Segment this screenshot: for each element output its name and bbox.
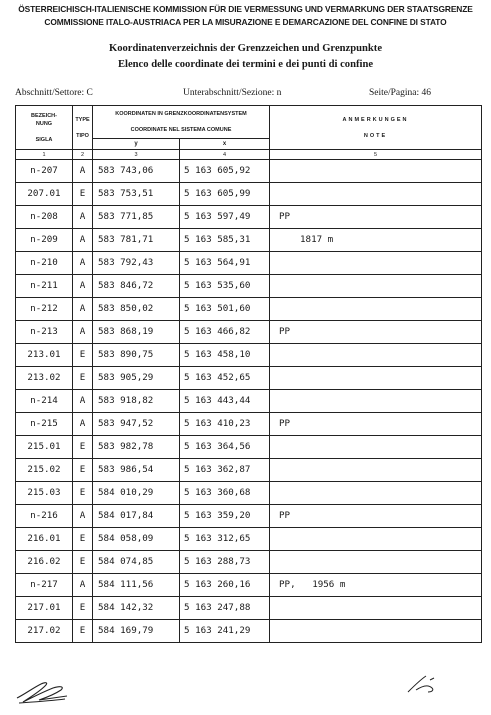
cell-x: 5 163 605,99 [180,183,270,206]
handwritten-signature [15,672,75,706]
cell-tipo: A [73,390,93,413]
column-number-1: 1 [16,150,73,160]
cell-y: 584 111,56 [93,574,180,597]
cell-tipo: A [73,206,93,229]
cell-note [270,298,482,321]
cell-y: 583 850,02 [93,298,180,321]
cell-sigla: 215.02 [16,459,73,482]
cell-note [270,160,482,183]
cell-sigla: 217.01 [16,597,73,620]
column-number-3: 3 [93,150,180,160]
cell-x: 5 163 364,56 [180,436,270,459]
table-row [16,482,482,505]
cell-note [270,459,482,482]
table-row [16,367,482,390]
cell-note [270,183,482,206]
cell-tipo: A [73,413,93,436]
table-row [16,505,482,528]
cell-sigla: 217.02 [16,620,73,643]
cell-tipo: A [73,505,93,528]
cell-tipo: E [73,482,93,505]
cell-x: 5 163 597,49 [180,206,270,229]
cell-y: 583 947,52 [93,413,180,436]
cell-y: 583 743,06 [93,160,180,183]
header-line-german: ÖSTERREICHISCH-ITALIENISCHE KOMMISSION FÜR DIE VERMESSUNG UND VERMARKUNG DER STAATSGRENZE [18,4,473,14]
cell-x: 5 163 564,91 [180,252,270,275]
table-row [16,390,482,413]
column-header-sigla: BEZEICH- NUNG SIGLA [16,106,73,150]
cell-note [270,252,482,275]
cell-tipo: A [73,298,93,321]
document-title-german: Koordinatenverzeichnis der Grenzzeichen und Grenzpunkte [108,43,383,54]
cell-sigla: 216.02 [16,551,73,574]
cell-tipo: A [73,275,93,298]
table-row [16,551,482,574]
cell-x: 5 163 452,65 [180,367,270,390]
document-title-italian: Elenco delle coordinate dei termini e dei punti di confine [117,59,374,70]
cell-note [270,482,482,505]
cell-y: 583 986,54 [93,459,180,482]
cell-x: 5 163 312,65 [180,528,270,551]
cell-note [270,597,482,620]
column-header-y: y [93,139,180,150]
cell-y: 583 753,51 [93,183,180,206]
header-line-italian: COMMISSIONE ITALO-AUSTRIACA PER LA MISURAZIONE E DEMARCAZIONE DEL CONFINE DI STATO [44,17,447,27]
cell-tipo: E [73,597,93,620]
cell-x: 5 163 443,44 [180,390,270,413]
cell-x: 5 163 360,68 [180,482,270,505]
cell-x: 5 163 585,31 [180,229,270,252]
cell-y: 584 074,85 [93,551,180,574]
cell-note: PP [270,206,482,229]
table-row [16,275,482,298]
cell-note [270,275,482,298]
cell-tipo: E [73,459,93,482]
table-row [16,206,482,229]
cell-y: 584 010,29 [93,482,180,505]
cell-sigla: 216.01 [16,528,73,551]
cell-note [270,344,482,367]
cell-note [270,551,482,574]
cell-sigla: 207.01 [16,183,73,206]
cell-note [270,620,482,643]
cell-tipo: E [73,183,93,206]
table-row [16,160,482,183]
cell-y: 583 846,72 [93,275,180,298]
cell-x: 5 163 466,82 [180,321,270,344]
column-header-coordinates: KOORDINATEN IN GRENZKOORDINATENSYSTEM COORDINATE NEL SISTEMA COMUNE [93,106,270,139]
cell-sigla: 213.01 [16,344,73,367]
cell-y: 583 890,75 [93,344,180,367]
cell-note [270,436,482,459]
cell-sigla: n-217 [16,574,73,597]
cell-note: PP, 1956 m [270,574,482,597]
cell-tipo: A [73,321,93,344]
cell-y: 584 142,32 [93,597,180,620]
cell-tipo: A [73,160,93,183]
cell-sigla: 215.01 [16,436,73,459]
cell-y: 583 918,82 [93,390,180,413]
cell-sigla: n-216 [16,505,73,528]
table-row [16,620,482,643]
cell-sigla: n-213 [16,321,73,344]
cell-y: 583 781,71 [93,229,180,252]
cell-x: 5 163 362,87 [180,459,270,482]
cell-tipo: A [73,574,93,597]
cell-tipo: E [73,436,93,459]
cell-x: 5 163 535,60 [180,275,270,298]
coordinate-table [15,105,482,643]
cell-sigla: 215.03 [16,482,73,505]
cell-sigla: n-211 [16,275,73,298]
table-row [16,459,482,482]
cell-tipo: E [73,344,93,367]
column-number-4: 4 [180,150,270,160]
table-row [16,436,482,459]
cell-note [270,528,482,551]
cell-x: 5 163 260,16 [180,574,270,597]
cell-sigla: n-208 [16,206,73,229]
cell-y: 583 771,85 [93,206,180,229]
page-label: Seite/Pagina: 46 [369,88,432,98]
cell-tipo: E [73,620,93,643]
cell-y: 583 905,29 [93,367,180,390]
column-number-5: 5 [270,150,482,160]
cell-tipo: A [73,252,93,275]
cell-y: 584 169,79 [93,620,180,643]
column-header-notes: ANMERKUNGEN NOTE [270,106,482,150]
table-row [16,574,482,597]
cell-x: 5 163 288,73 [180,551,270,574]
cell-y: 583 868,19 [93,321,180,344]
table-row [16,413,482,436]
column-number-2: 2 [73,150,93,160]
handwritten-initials [402,672,442,696]
column-header-x: x [180,139,270,150]
column-header-tipo: TYPE TIPO [73,106,93,150]
table-row [16,344,482,367]
cell-note: PP [270,505,482,528]
cell-x: 5 163 410,23 [180,413,270,436]
cell-tipo: E [73,528,93,551]
table-row [16,528,482,551]
cell-x: 5 163 247,88 [180,597,270,620]
cell-sigla: n-210 [16,252,73,275]
cell-note: PP [270,413,482,436]
cell-sigla: n-212 [16,298,73,321]
cell-x: 5 163 458,10 [180,344,270,367]
cell-note: 1817 m [270,229,482,252]
subsection-label: Unterabschnitt/Sezione: n [183,88,282,98]
cell-y: 583 792,43 [93,252,180,275]
cell-note: PP [270,321,482,344]
cell-y: 583 982,78 [93,436,180,459]
table-row [16,597,482,620]
cell-tipo: A [73,229,93,252]
cell-x: 5 163 501,60 [180,298,270,321]
cell-note [270,367,482,390]
table-row [16,298,482,321]
cell-note [270,390,482,413]
cell-x: 5 163 605,92 [180,160,270,183]
table-row [16,229,482,252]
cell-sigla: n-214 [16,390,73,413]
cell-y: 584 058,09 [93,528,180,551]
section-info-line [0,88,491,102]
cell-x: 5 163 241,29 [180,620,270,643]
section-label: Abschnitt/Settore: C [15,88,93,98]
table-row [16,252,482,275]
cell-x: 5 163 359,20 [180,505,270,528]
cell-sigla: n-209 [16,229,73,252]
table-row [16,183,482,206]
cell-sigla: n-215 [16,413,73,436]
cell-tipo: E [73,367,93,390]
cell-tipo: E [73,551,93,574]
cell-y: 584 017,84 [93,505,180,528]
cell-sigla: 213.02 [16,367,73,390]
table-row [16,321,482,344]
cell-sigla: n-207 [16,160,73,183]
